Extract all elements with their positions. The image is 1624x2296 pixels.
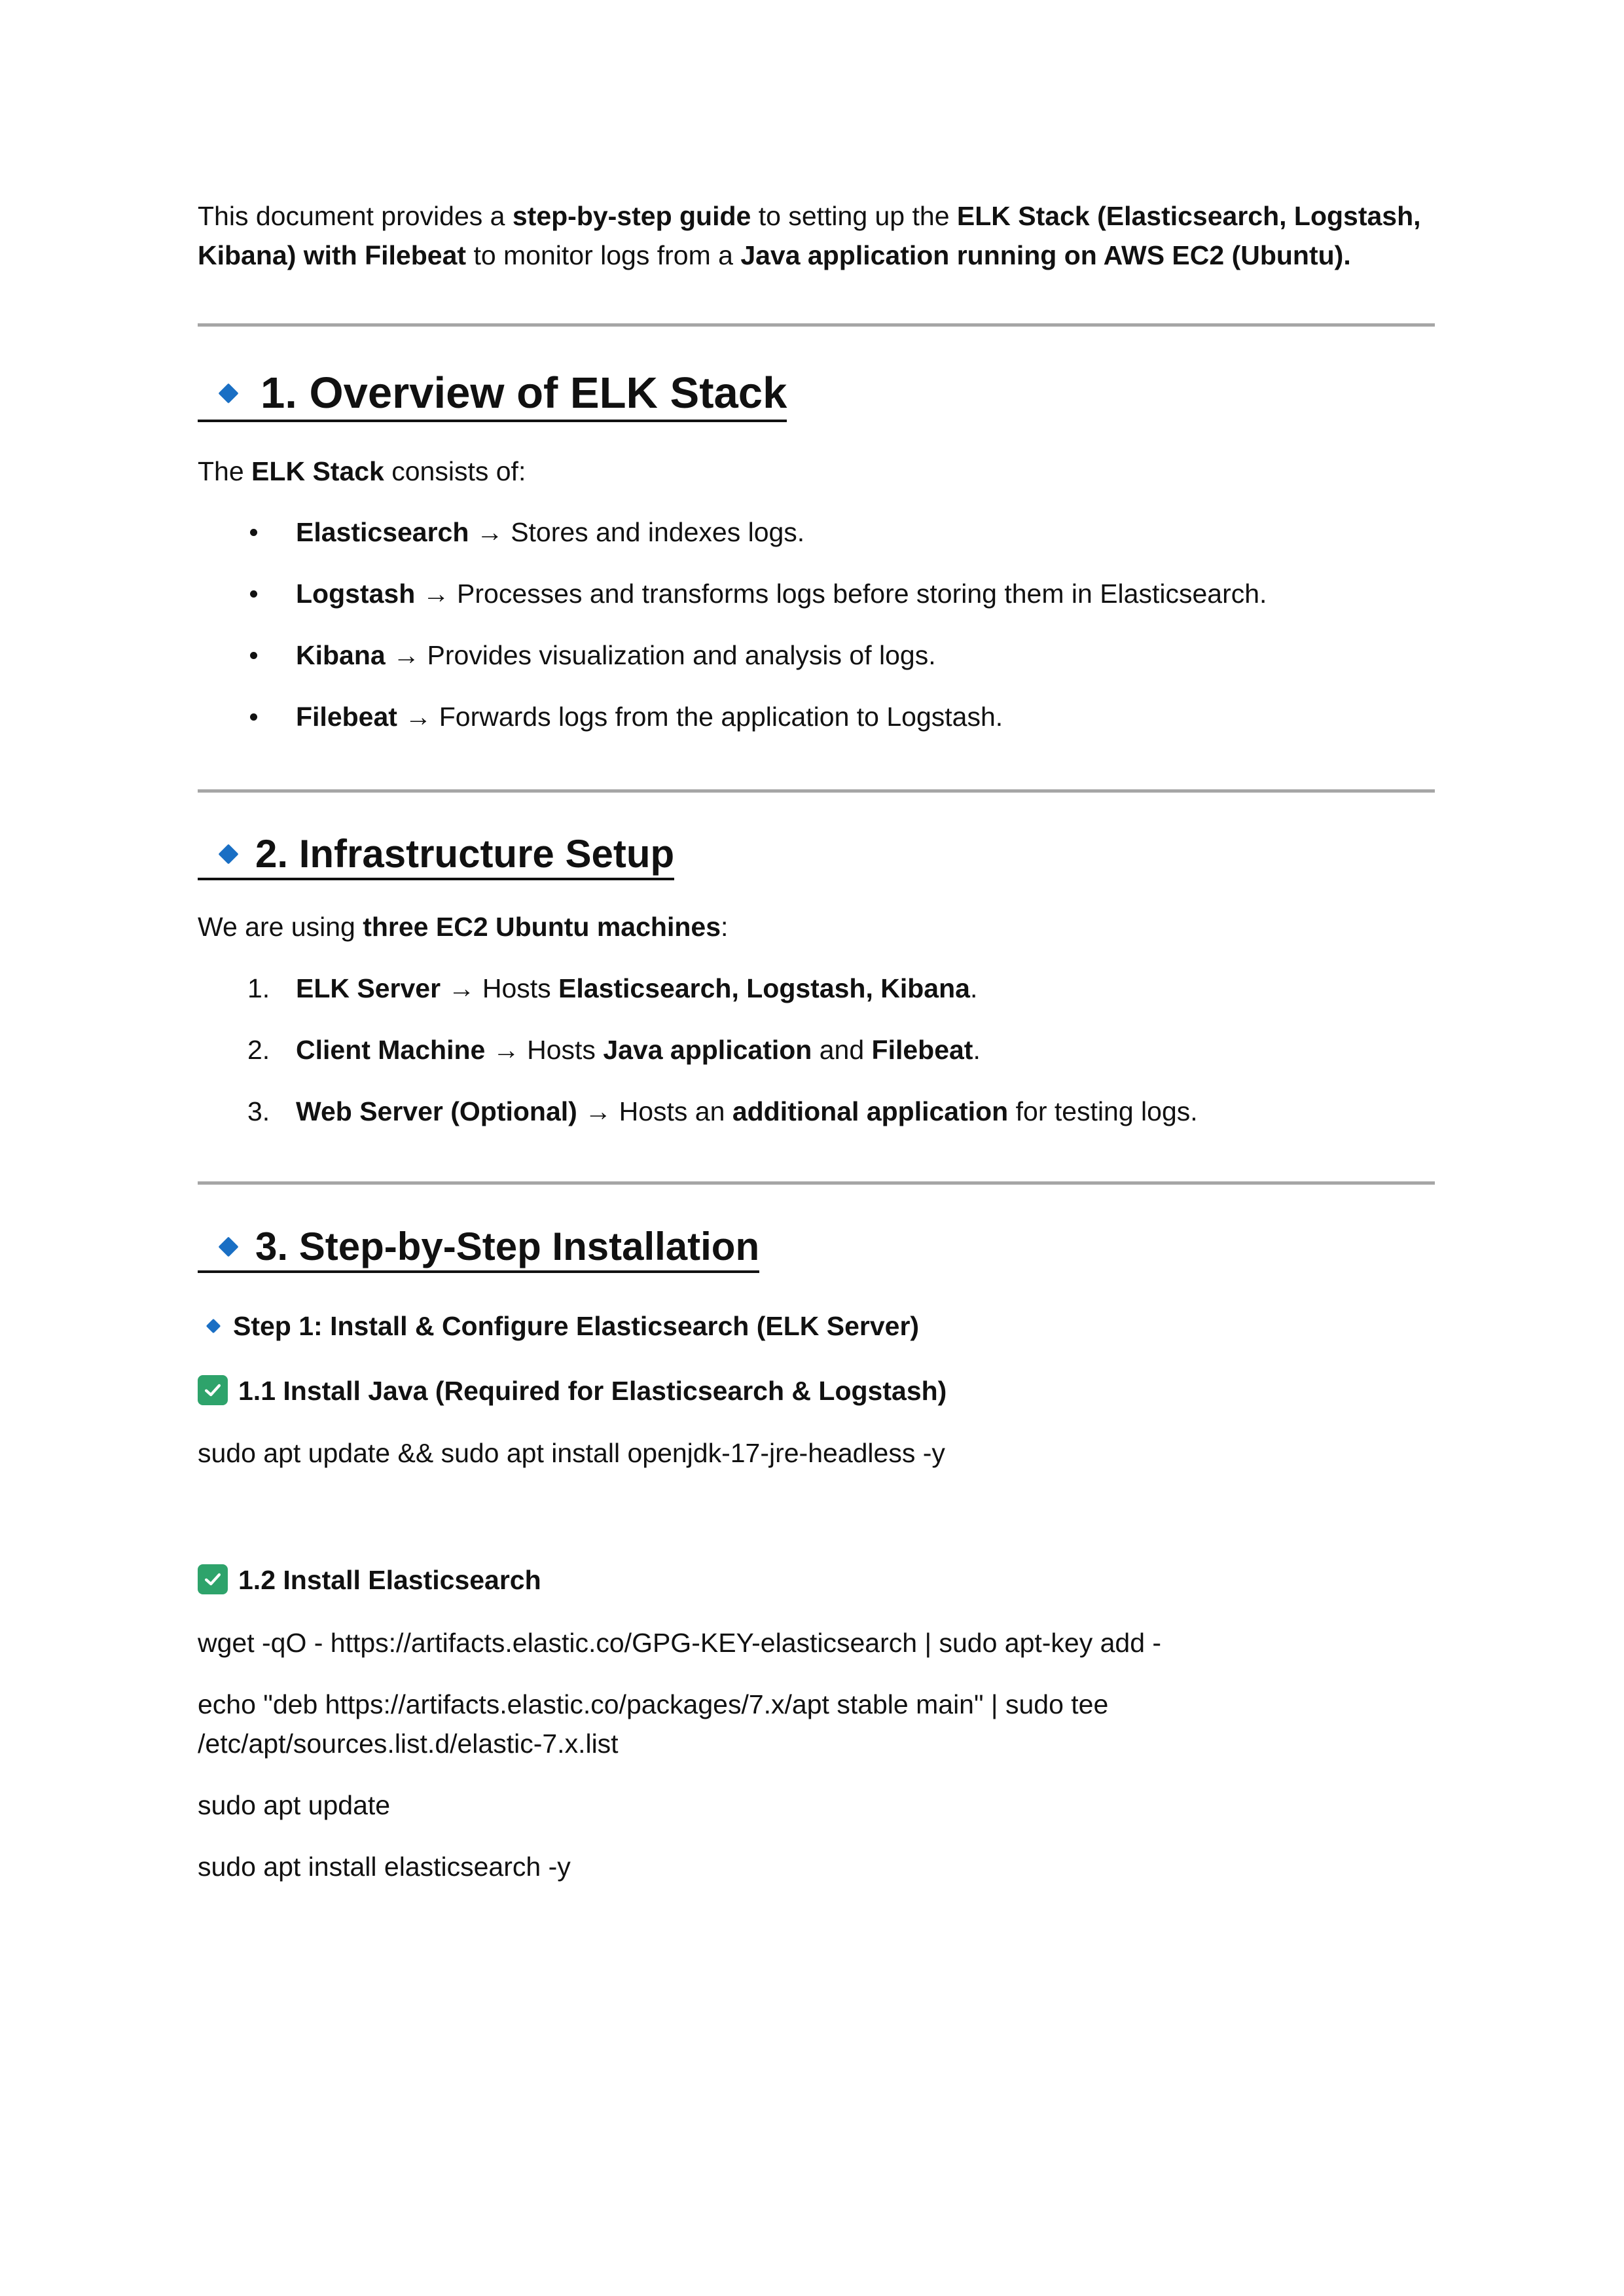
divider: [198, 323, 1435, 327]
component-desc: → Provides visualization and analysis of logs.: [385, 640, 936, 670]
section-2-heading: [198, 831, 674, 880]
section-3-heading-block: [198, 1224, 759, 1273]
machine-text: .: [973, 1035, 981, 1065]
section-1-lead-text-1: The: [198, 456, 252, 486]
list-item: [198, 636, 1435, 675]
list-item: [198, 574, 1435, 613]
section-2-lead-text-2: :: [721, 912, 729, 942]
machines-list: [198, 969, 1435, 1131]
bullet-icon: [250, 652, 257, 659]
component-name: Logstash: [296, 579, 416, 609]
intro-text-1: This document provides a: [198, 201, 513, 231]
list-item: [198, 1030, 1435, 1069]
command-add-gpg-key: wget -qO - https://artifacts.elastic.co/GPG-KEY-elasticsearch | sudo apt-key add -: [198, 1628, 1162, 1658]
section-2-heading-block: [198, 831, 674, 880]
component-desc: → Stores and indexes logs.: [469, 517, 805, 547]
intro-bold-3: Java application running on AWS EC2 (Ubuntu).: [740, 240, 1351, 270]
section-1-heading-block: [198, 368, 787, 422]
command-install-elasticsearch: sudo apt install elasticsearch -y: [198, 1852, 571, 1882]
machine-text: and: [812, 1035, 872, 1065]
subsection-1-1-heading: [198, 1371, 947, 1410]
subsection-1-1-text: 1.1 Install Java (Required for Elasticsearch & Logstash): [238, 1376, 947, 1406]
list-item: [198, 512, 1435, 552]
machine-name: ELK Server: [296, 973, 441, 1003]
intro-bold-2: ELK Stack (Elasticsearch, Logstash, Kibana) with Filebeat: [198, 201, 1421, 270]
component-name: Elasticsearch: [296, 517, 469, 547]
step-1-text: Step 1: Install & Configure Elasticsearch (ELK Server): [233, 1311, 920, 1341]
command-install-java: sudo apt update && sudo apt install openjdk-17-jre-headless -y: [198, 1438, 945, 1468]
divider: [198, 789, 1435, 793]
green-check-icon: [198, 1375, 228, 1405]
blue-diamond-icon: [218, 844, 238, 864]
machine-text: → Hosts: [485, 1035, 604, 1065]
list-number: 2.: [247, 1035, 270, 1065]
machine-text: for testing logs.: [1008, 1096, 1198, 1126]
blue-diamond-icon: [206, 1319, 221, 1334]
section-2-lead: [198, 907, 728, 946]
section-3-heading: [198, 1224, 759, 1273]
command-apt-update: sudo apt update: [198, 1790, 391, 1820]
section-1-lead-bold: ELK Stack: [251, 456, 384, 486]
elk-components-list: [198, 512, 1435, 736]
list-item: [198, 697, 1435, 736]
subsection-1-2-text: 1.2 Install Elasticsearch: [238, 1565, 541, 1595]
intro-text-2: to setting up the: [751, 201, 957, 231]
machine-bold: additional application: [732, 1096, 1009, 1126]
bullet-icon: [250, 590, 257, 598]
intro-paragraph: [198, 196, 1435, 275]
list-item: [198, 1092, 1435, 1131]
intro-text-3: to monitor logs from a: [466, 240, 741, 270]
section-1-heading-text: 1. Overview of ELK Stack: [261, 368, 787, 418]
machine-text: → Hosts: [441, 973, 559, 1003]
section-1-heading: [198, 368, 787, 422]
section-2-lead-bold: three EC2 Ubuntu machines: [363, 912, 721, 942]
section-2-lead-text-1: We are using: [198, 912, 363, 942]
step-1-heading: [198, 1306, 919, 1346]
component-desc: → Processes and transforms logs before storing them in Elasticsearch.: [415, 579, 1267, 609]
green-check-icon: [198, 1564, 228, 1594]
component-name: Filebeat: [296, 702, 397, 732]
machine-text: → Hosts an: [577, 1096, 732, 1126]
section-3-heading-text: 3. Step-by-Step Installation: [255, 1225, 760, 1268]
intro-bold-1: step-by-step guide: [512, 201, 751, 231]
command-add-repo: echo "deb https://artifacts.elastic.co/packages/7.x/apt stable main" | sudo tee /etc/apt/sources.list.d/elastic-7.x.list: [198, 1689, 1109, 1759]
machine-name: Web Server (Optional): [296, 1096, 577, 1126]
machine-bold: Filebeat: [871, 1035, 973, 1065]
machine-bold: Java application: [603, 1035, 812, 1065]
divider: [198, 1181, 1435, 1185]
machine-text: .: [969, 973, 978, 1003]
list-number: 1.: [247, 973, 270, 1003]
machine-bold: Elasticsearch, Logstash, Kibana: [558, 973, 970, 1003]
component-desc: → Forwards logs from the application to Logstash.: [397, 702, 1003, 732]
machine-name: Client Machine: [296, 1035, 486, 1065]
bullet-icon: [250, 529, 257, 536]
list-number: 3.: [247, 1096, 270, 1126]
section-1-lead-text-2: consists of:: [384, 456, 526, 486]
subsection-1-2-heading: [198, 1560, 541, 1600]
section-1-lead: [198, 452, 526, 491]
bullet-icon: [250, 713, 257, 721]
blue-diamond-icon: [218, 383, 238, 403]
component-name: Kibana: [296, 640, 386, 670]
list-item: [198, 969, 1435, 1008]
blue-diamond-icon: [218, 1236, 238, 1257]
section-2-heading-text: 2. Infrastructure Setup: [255, 832, 675, 876]
